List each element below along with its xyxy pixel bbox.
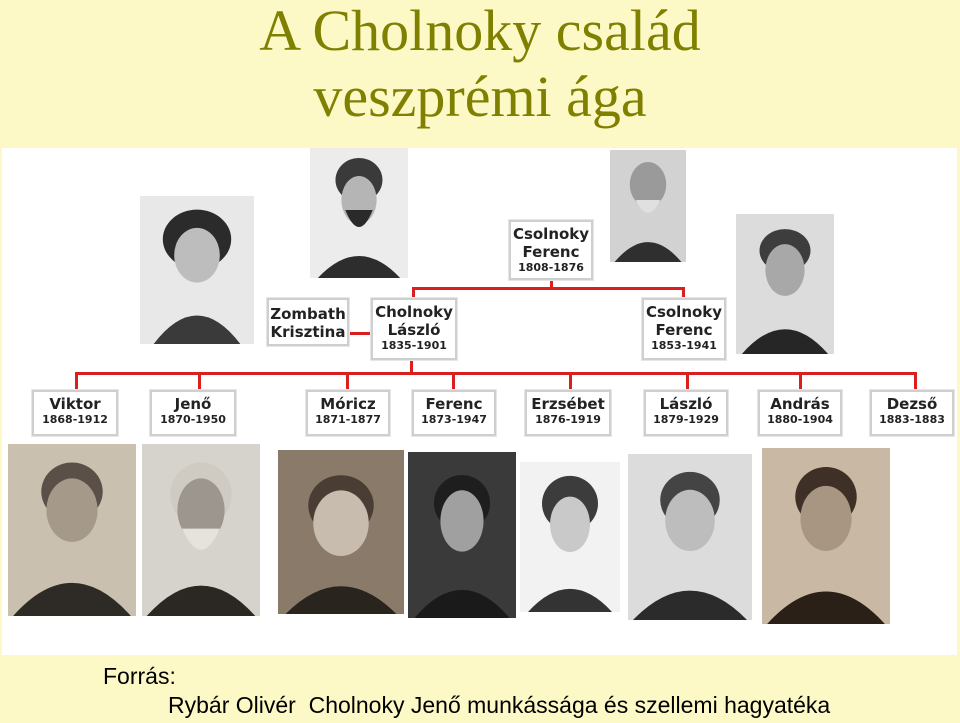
- drop-jeno-line: [198, 372, 201, 392]
- person-box-erzsebet: [525, 390, 611, 436]
- person-box-ferenc: [412, 390, 496, 436]
- person-box-cholnoky-laszlo: [371, 298, 457, 360]
- portrait-cholnoky-laszlo: [310, 148, 408, 278]
- person-years: 1868-1912: [42, 413, 108, 426]
- person-box-zombath-krisztina: [267, 298, 349, 346]
- person-box-root: [509, 220, 593, 280]
- portrait-jeno: [142, 444, 260, 616]
- person-box-csolnoky-ferenc: [642, 298, 726, 360]
- person-years: 1883-1883: [879, 413, 945, 426]
- person-years: 1853-1941: [651, 339, 717, 352]
- drop-laszlo-child-line: [686, 372, 689, 392]
- portrait-zombath-krisztina: [140, 196, 254, 344]
- person-name: László: [387, 321, 441, 339]
- portrait-erzsebet: [520, 462, 620, 612]
- portrait-viktor: [8, 444, 136, 616]
- person-name: Jenő: [174, 395, 212, 413]
- drop-dezso-line: [914, 372, 917, 392]
- person-name: Csolnoky: [512, 225, 590, 243]
- person-box-moricz: [306, 390, 390, 436]
- person-years: 1835-1901: [381, 339, 447, 352]
- portrait-csolnoky-ferenc-junior: [736, 214, 834, 354]
- person-name: Viktor: [49, 395, 101, 413]
- person-box-viktor: [32, 390, 118, 436]
- drop-viktor-line: [75, 372, 78, 392]
- person-name: Krisztina: [270, 323, 346, 341]
- person-name: László: [659, 395, 713, 413]
- source-text: Rybár Olivér Cholnoky Jenő munkássága és szellemi hagyatéka: [168, 692, 831, 718]
- person-years: 1876-1919: [535, 413, 601, 426]
- marriage-line: [348, 332, 372, 335]
- person-years: 1871-1877: [315, 413, 381, 426]
- portrait-laszlo: [628, 454, 752, 620]
- page-title-line2: veszprémi ága: [313, 64, 647, 129]
- person-name: Zombath: [270, 305, 346, 323]
- portrait-moricz: [278, 450, 404, 614]
- drop-andras-line: [799, 372, 802, 392]
- source-label: Forrás:: [103, 663, 176, 689]
- person-name: Ferenc: [655, 321, 713, 339]
- person-box-jeno: [150, 390, 236, 436]
- drop-ferenc-child-line: [452, 372, 455, 392]
- person-years: 1870-1950: [160, 413, 226, 426]
- person-years: 1873-1947: [421, 413, 487, 426]
- person-box-andras: [758, 390, 842, 436]
- person-years: 1880-1904: [767, 413, 833, 426]
- person-name: András: [770, 395, 830, 413]
- person-name: Ferenc: [522, 243, 580, 261]
- person-name: Dezső: [886, 395, 938, 413]
- page-title-line1: A Cholnoky család: [259, 0, 701, 63]
- person-name: Ferenc: [425, 395, 483, 413]
- drop-erzsebet-line: [569, 372, 572, 392]
- person-years: 1879-1929: [653, 413, 719, 426]
- person-name: Móricz: [320, 395, 376, 413]
- portrait-ferenc: [408, 452, 516, 618]
- person-name: Erzsébet: [531, 395, 605, 413]
- drop-moricz-line: [346, 372, 349, 392]
- person-box-laszlo: [644, 390, 728, 436]
- portrait-andras: [762, 448, 890, 624]
- children-branch-line: [75, 372, 917, 375]
- person-name: Cholnoky: [375, 303, 453, 321]
- portrait-csolnoky-ferenc-senior: [610, 150, 686, 262]
- person-box-dezso: [870, 390, 954, 436]
- family-tree: [2, 148, 957, 655]
- person-name: Csolnoky: [645, 303, 723, 321]
- person-years: 1808-1876: [518, 261, 584, 274]
- upper-branch-line: [412, 287, 684, 290]
